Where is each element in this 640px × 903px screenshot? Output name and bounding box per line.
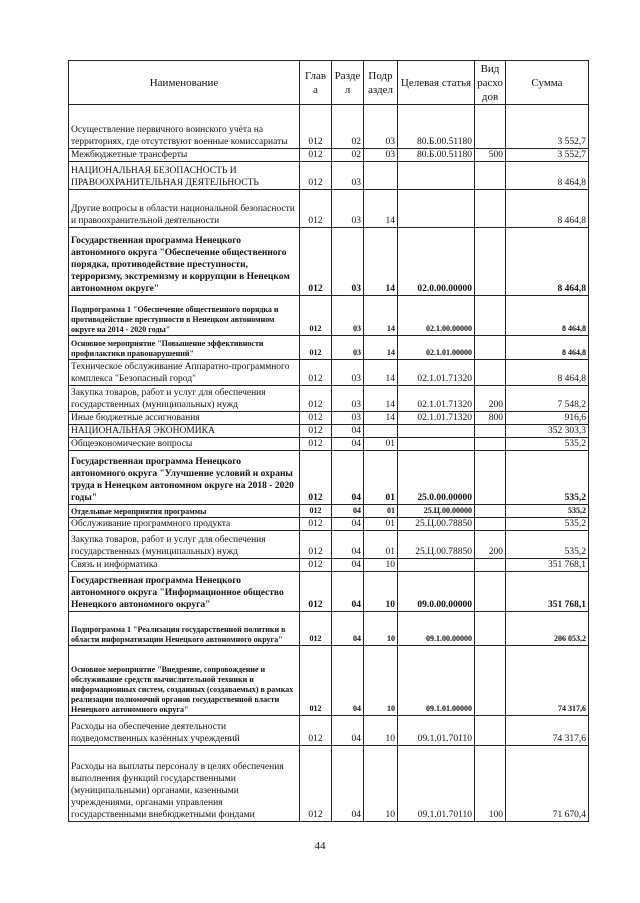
row-razdel: 04 bbox=[332, 559, 364, 572]
row-glav: 012 bbox=[300, 412, 332, 425]
row-razdel: 02 bbox=[332, 105, 364, 149]
table-row bbox=[69, 412, 589, 425]
row-podrazdel: 01 bbox=[364, 505, 398, 518]
row-razdel: 03 bbox=[332, 412, 364, 425]
row-vid bbox=[475, 336, 506, 360]
row-sum: 8 464,8 bbox=[506, 190, 589, 228]
row-name: Расходы на обеспечение деятельности подведомственных казённых учреждений bbox=[69, 716, 300, 746]
row-target: 25.0.00.00000 bbox=[398, 451, 475, 505]
table-row bbox=[69, 149, 589, 162]
row-podrazdel: 14 bbox=[364, 228, 398, 296]
header-sum: Сумма bbox=[506, 61, 589, 105]
row-vid bbox=[475, 518, 506, 531]
row-target: 02.0.00.00000 bbox=[398, 228, 475, 296]
table-row bbox=[69, 612, 589, 646]
row-name: Межбюджетные трансферты bbox=[69, 149, 300, 162]
row-sum: 535,2 bbox=[506, 505, 589, 518]
row-razdel: 04 bbox=[332, 531, 364, 559]
row-target: 02.1.01.00000 bbox=[398, 336, 475, 360]
row-sum: 351 768,1 bbox=[506, 572, 589, 612]
row-razdel: 03 bbox=[332, 336, 364, 360]
row-sum: 535,2 bbox=[506, 531, 589, 559]
row-vid bbox=[475, 425, 506, 438]
table-row bbox=[69, 228, 589, 296]
row-sum: 8 464,8 bbox=[506, 228, 589, 296]
header-target: Целевая статья bbox=[398, 61, 475, 105]
row-podrazdel: 10 bbox=[364, 716, 398, 746]
row-glav: 012 bbox=[300, 296, 332, 336]
row-name: НАЦИОНАЛЬНАЯ БЕЗОПАСНОСТЬ И ПРАВООХРАНИТЕЛЬНАЯ ДЕЯТЕЛЬНОСТЬ bbox=[69, 162, 300, 190]
row-podrazdel: 10 bbox=[364, 612, 398, 646]
row-razdel: 04 bbox=[332, 716, 364, 746]
row-glav: 012 bbox=[300, 518, 332, 531]
row-podrazdel: 03 bbox=[364, 105, 398, 149]
table-row bbox=[69, 438, 589, 451]
row-razdel: 03 bbox=[332, 386, 364, 412]
row-name: Закупка товаров, работ и услуг для обеспечения государственных (муниципальных) нужд bbox=[69, 386, 300, 412]
row-podrazdel: 01 bbox=[364, 451, 398, 505]
row-target: 80.Б.00.51180 bbox=[398, 105, 475, 149]
row-name: Отдельные мероприятия программы bbox=[69, 505, 300, 518]
row-glav: 012 bbox=[300, 746, 332, 822]
row-target: 02.1.01.71320 bbox=[398, 386, 475, 412]
row-vid bbox=[475, 190, 506, 228]
row-name: Подпрограмма 1 "Обеспечение общественного порядка и противодействие преступности в Ненецком автономном округе на 2014 - 2020 годы" bbox=[69, 296, 300, 336]
row-target bbox=[398, 162, 475, 190]
row-sum: 8 464,8 bbox=[506, 336, 589, 360]
row-razdel: 02 bbox=[332, 149, 364, 162]
row-name: Расходы на выплаты персоналу в целях обеспечения выполнения функций государственными (муниципальными) органами, казенными учреждениями, органами управления государственными внебюджетными фондами bbox=[69, 746, 300, 822]
budget-table-sheet bbox=[68, 60, 588, 822]
table-row bbox=[69, 646, 589, 716]
row-name: Другие вопросы в области национальной безопасности и правоохранительной деятельности bbox=[69, 190, 300, 228]
table-row bbox=[69, 162, 589, 190]
row-sum: 3 552,7 bbox=[506, 105, 589, 149]
row-target: 02.1.00.00000 bbox=[398, 296, 475, 336]
row-target: 25.Ц.00.00000 bbox=[398, 505, 475, 518]
row-vid bbox=[475, 296, 506, 336]
row-name: Техническое обслуживание Аппаратно-программного комплекса "Безопасный город" bbox=[69, 360, 300, 386]
row-glav: 012 bbox=[300, 559, 332, 572]
row-name: Закупка товаров, работ и услуг для обеспечения государственных (муниципальных) нужд bbox=[69, 531, 300, 559]
row-glav: 012 bbox=[300, 386, 332, 412]
row-razdel: 04 bbox=[332, 505, 364, 518]
header-glav: Глав а bbox=[300, 61, 332, 105]
row-name: Государственная программа Ненецкого автономного округа "Улучшение условий и охраны труда в Ненецком автономном округе на 2018 - 2020 годы" bbox=[69, 451, 300, 505]
row-target bbox=[398, 438, 475, 451]
row-podrazdel: 14 bbox=[364, 386, 398, 412]
row-vid bbox=[475, 451, 506, 505]
row-target: 02.1.01.71320 bbox=[398, 412, 475, 425]
table-row bbox=[69, 105, 589, 149]
row-podrazdel: 01 bbox=[364, 518, 398, 531]
row-sum: 74 317,6 bbox=[506, 716, 589, 746]
row-name: Связь и информатика bbox=[69, 559, 300, 572]
row-vid bbox=[475, 438, 506, 451]
row-glav: 012 bbox=[300, 190, 332, 228]
row-glav: 012 bbox=[300, 425, 332, 438]
row-vid: 100 bbox=[475, 746, 506, 822]
table-row bbox=[69, 425, 589, 438]
row-razdel: 04 bbox=[332, 425, 364, 438]
row-podrazdel: 14 bbox=[364, 336, 398, 360]
row-sum: 71 670,4 bbox=[506, 746, 589, 822]
row-name: Государственная программа Ненецкого автономного округа "Обеспечение общественного порядка, противодействие преступности, терроризму, экстремизму и коррупции в Ненецком автономном округе" bbox=[69, 228, 300, 296]
row-podrazdel: 10 bbox=[364, 746, 398, 822]
table-body bbox=[69, 105, 589, 822]
row-vid bbox=[475, 505, 506, 518]
row-vid bbox=[475, 360, 506, 386]
row-target: 25.Ц.00.78850 bbox=[398, 518, 475, 531]
row-razdel: 04 bbox=[332, 746, 364, 822]
row-glav: 012 bbox=[300, 360, 332, 386]
table-row bbox=[69, 451, 589, 505]
row-target: 25.Ц.00.78850 bbox=[398, 531, 475, 559]
row-sum: 535,2 bbox=[506, 438, 589, 451]
table-row bbox=[69, 190, 589, 228]
row-name: Подпрограмма 1 "Реализация государственной политики в области информатизации Ненецкого автономного округа" bbox=[69, 612, 300, 646]
row-vid: 500 bbox=[475, 149, 506, 162]
row-vid bbox=[475, 105, 506, 149]
row-target: 09.1.01.00000 bbox=[398, 646, 475, 716]
row-podrazdel: 10 bbox=[364, 559, 398, 572]
row-glav: 012 bbox=[300, 336, 332, 360]
row-glav: 012 bbox=[300, 438, 332, 451]
table-row bbox=[69, 716, 589, 746]
row-target: 80.Б.00.51180 bbox=[398, 149, 475, 162]
row-sum: 352 303,3 bbox=[506, 425, 589, 438]
row-name: Осуществление первичного воинского учёта на территориях, где отсутствуют военные комиссариаты bbox=[69, 105, 300, 149]
row-vid: 200 bbox=[475, 531, 506, 559]
row-razdel: 04 bbox=[332, 438, 364, 451]
header-vid: Вид расхо дов bbox=[475, 61, 506, 105]
row-vid bbox=[475, 646, 506, 716]
table-row bbox=[69, 518, 589, 531]
row-target bbox=[398, 559, 475, 572]
row-target bbox=[398, 425, 475, 438]
row-name: Основное мероприятие "Повышение эффективности профилактики правонарушений" bbox=[69, 336, 300, 360]
row-target bbox=[398, 190, 475, 228]
row-name: Основное мероприятие "Внедрение, сопровождение и обслуживание средств вычислительной техники и информационных систем, созданных (создаваемых) в рамках реализации полномочий органов государственной власти Ненецкого автономного округа" bbox=[69, 646, 300, 716]
page-number: 44 bbox=[314, 840, 326, 852]
row-razdel: 03 bbox=[332, 190, 364, 228]
row-sum: 535,2 bbox=[506, 451, 589, 505]
row-glav: 012 bbox=[300, 149, 332, 162]
table-row bbox=[69, 360, 589, 386]
row-sum: 535,2 bbox=[506, 518, 589, 531]
row-vid bbox=[475, 572, 506, 612]
row-podrazdel: 14 bbox=[364, 360, 398, 386]
row-podrazdel: 14 bbox=[364, 190, 398, 228]
row-glav: 012 bbox=[300, 105, 332, 149]
table-row bbox=[69, 531, 589, 559]
row-name: Иные бюджетные ассигнования bbox=[69, 412, 300, 425]
row-name: Общеэкономические вопросы bbox=[69, 438, 300, 451]
row-podrazdel: 01 bbox=[364, 531, 398, 559]
row-vid: 200 bbox=[475, 386, 506, 412]
row-glav: 012 bbox=[300, 162, 332, 190]
table-row bbox=[69, 386, 589, 412]
row-podrazdel: 14 bbox=[364, 412, 398, 425]
table-header-row bbox=[69, 61, 589, 105]
row-vid: 800 bbox=[475, 412, 506, 425]
row-razdel: 04 bbox=[332, 518, 364, 531]
row-name: НАЦИОНАЛЬНАЯ ЭКОНОМИКА bbox=[69, 425, 300, 438]
row-glav: 012 bbox=[300, 612, 332, 646]
row-podrazdel: 10 bbox=[364, 572, 398, 612]
table-row bbox=[69, 559, 589, 572]
table-row bbox=[69, 572, 589, 612]
row-razdel: 03 bbox=[332, 360, 364, 386]
row-podrazdel: 03 bbox=[364, 149, 398, 162]
row-glav: 012 bbox=[300, 451, 332, 505]
row-podrazdel: 10 bbox=[364, 646, 398, 716]
row-sum: 3 552,7 bbox=[506, 149, 589, 162]
budget-table bbox=[68, 60, 589, 822]
row-razdel: 04 bbox=[332, 646, 364, 716]
row-target: 09.1.01.70110 bbox=[398, 716, 475, 746]
row-glav: 012 bbox=[300, 228, 332, 296]
table-row bbox=[69, 505, 589, 518]
row-sum: 74 317,6 bbox=[506, 646, 589, 716]
row-razdel: 04 bbox=[332, 451, 364, 505]
row-target: 02.1.01.71320 bbox=[398, 360, 475, 386]
row-target: 09.1.00.00000 bbox=[398, 612, 475, 646]
row-razdel: 04 bbox=[332, 572, 364, 612]
table-row bbox=[69, 296, 589, 336]
row-target: 09.1.01.70110 bbox=[398, 746, 475, 822]
row-podrazdel: 14 bbox=[364, 296, 398, 336]
row-razdel: 03 bbox=[332, 162, 364, 190]
row-razdel: 04 bbox=[332, 612, 364, 646]
table-row bbox=[69, 336, 589, 360]
row-glav: 012 bbox=[300, 505, 332, 518]
table-row bbox=[69, 746, 589, 822]
row-vid bbox=[475, 162, 506, 190]
row-name: Государственная программа Ненецкого автономного округа "Информационное общество Ненецкого автономного округа" bbox=[69, 572, 300, 612]
row-razdel: 03 bbox=[332, 296, 364, 336]
row-sum: 8 464,8 bbox=[506, 162, 589, 190]
row-vid bbox=[475, 559, 506, 572]
row-glav: 012 bbox=[300, 716, 332, 746]
row-razdel: 03 bbox=[332, 228, 364, 296]
row-sum: 351 768,1 bbox=[506, 559, 589, 572]
row-name: Обслуживание программного продукта bbox=[69, 518, 300, 531]
row-sum: 7 548,2 bbox=[506, 386, 589, 412]
row-vid bbox=[475, 716, 506, 746]
row-target: 09.0.00.00000 bbox=[398, 572, 475, 612]
row-sum: 8 464,8 bbox=[506, 360, 589, 386]
header-podrazdel: Подр аздел bbox=[364, 61, 398, 105]
row-sum: 206 053,2 bbox=[506, 612, 589, 646]
row-vid bbox=[475, 228, 506, 296]
row-podrazdel bbox=[364, 425, 398, 438]
row-sum: 8 464,8 bbox=[506, 296, 589, 336]
header-razdel: Разде л bbox=[332, 61, 364, 105]
row-glav: 012 bbox=[300, 572, 332, 612]
row-podrazdel: 01 bbox=[364, 438, 398, 451]
row-vid bbox=[475, 612, 506, 646]
row-sum: 916,6 bbox=[506, 412, 589, 425]
header-name: Наименование bbox=[69, 61, 300, 105]
row-glav: 012 bbox=[300, 646, 332, 716]
row-podrazdel bbox=[364, 162, 398, 190]
row-glav: 012 bbox=[300, 531, 332, 559]
